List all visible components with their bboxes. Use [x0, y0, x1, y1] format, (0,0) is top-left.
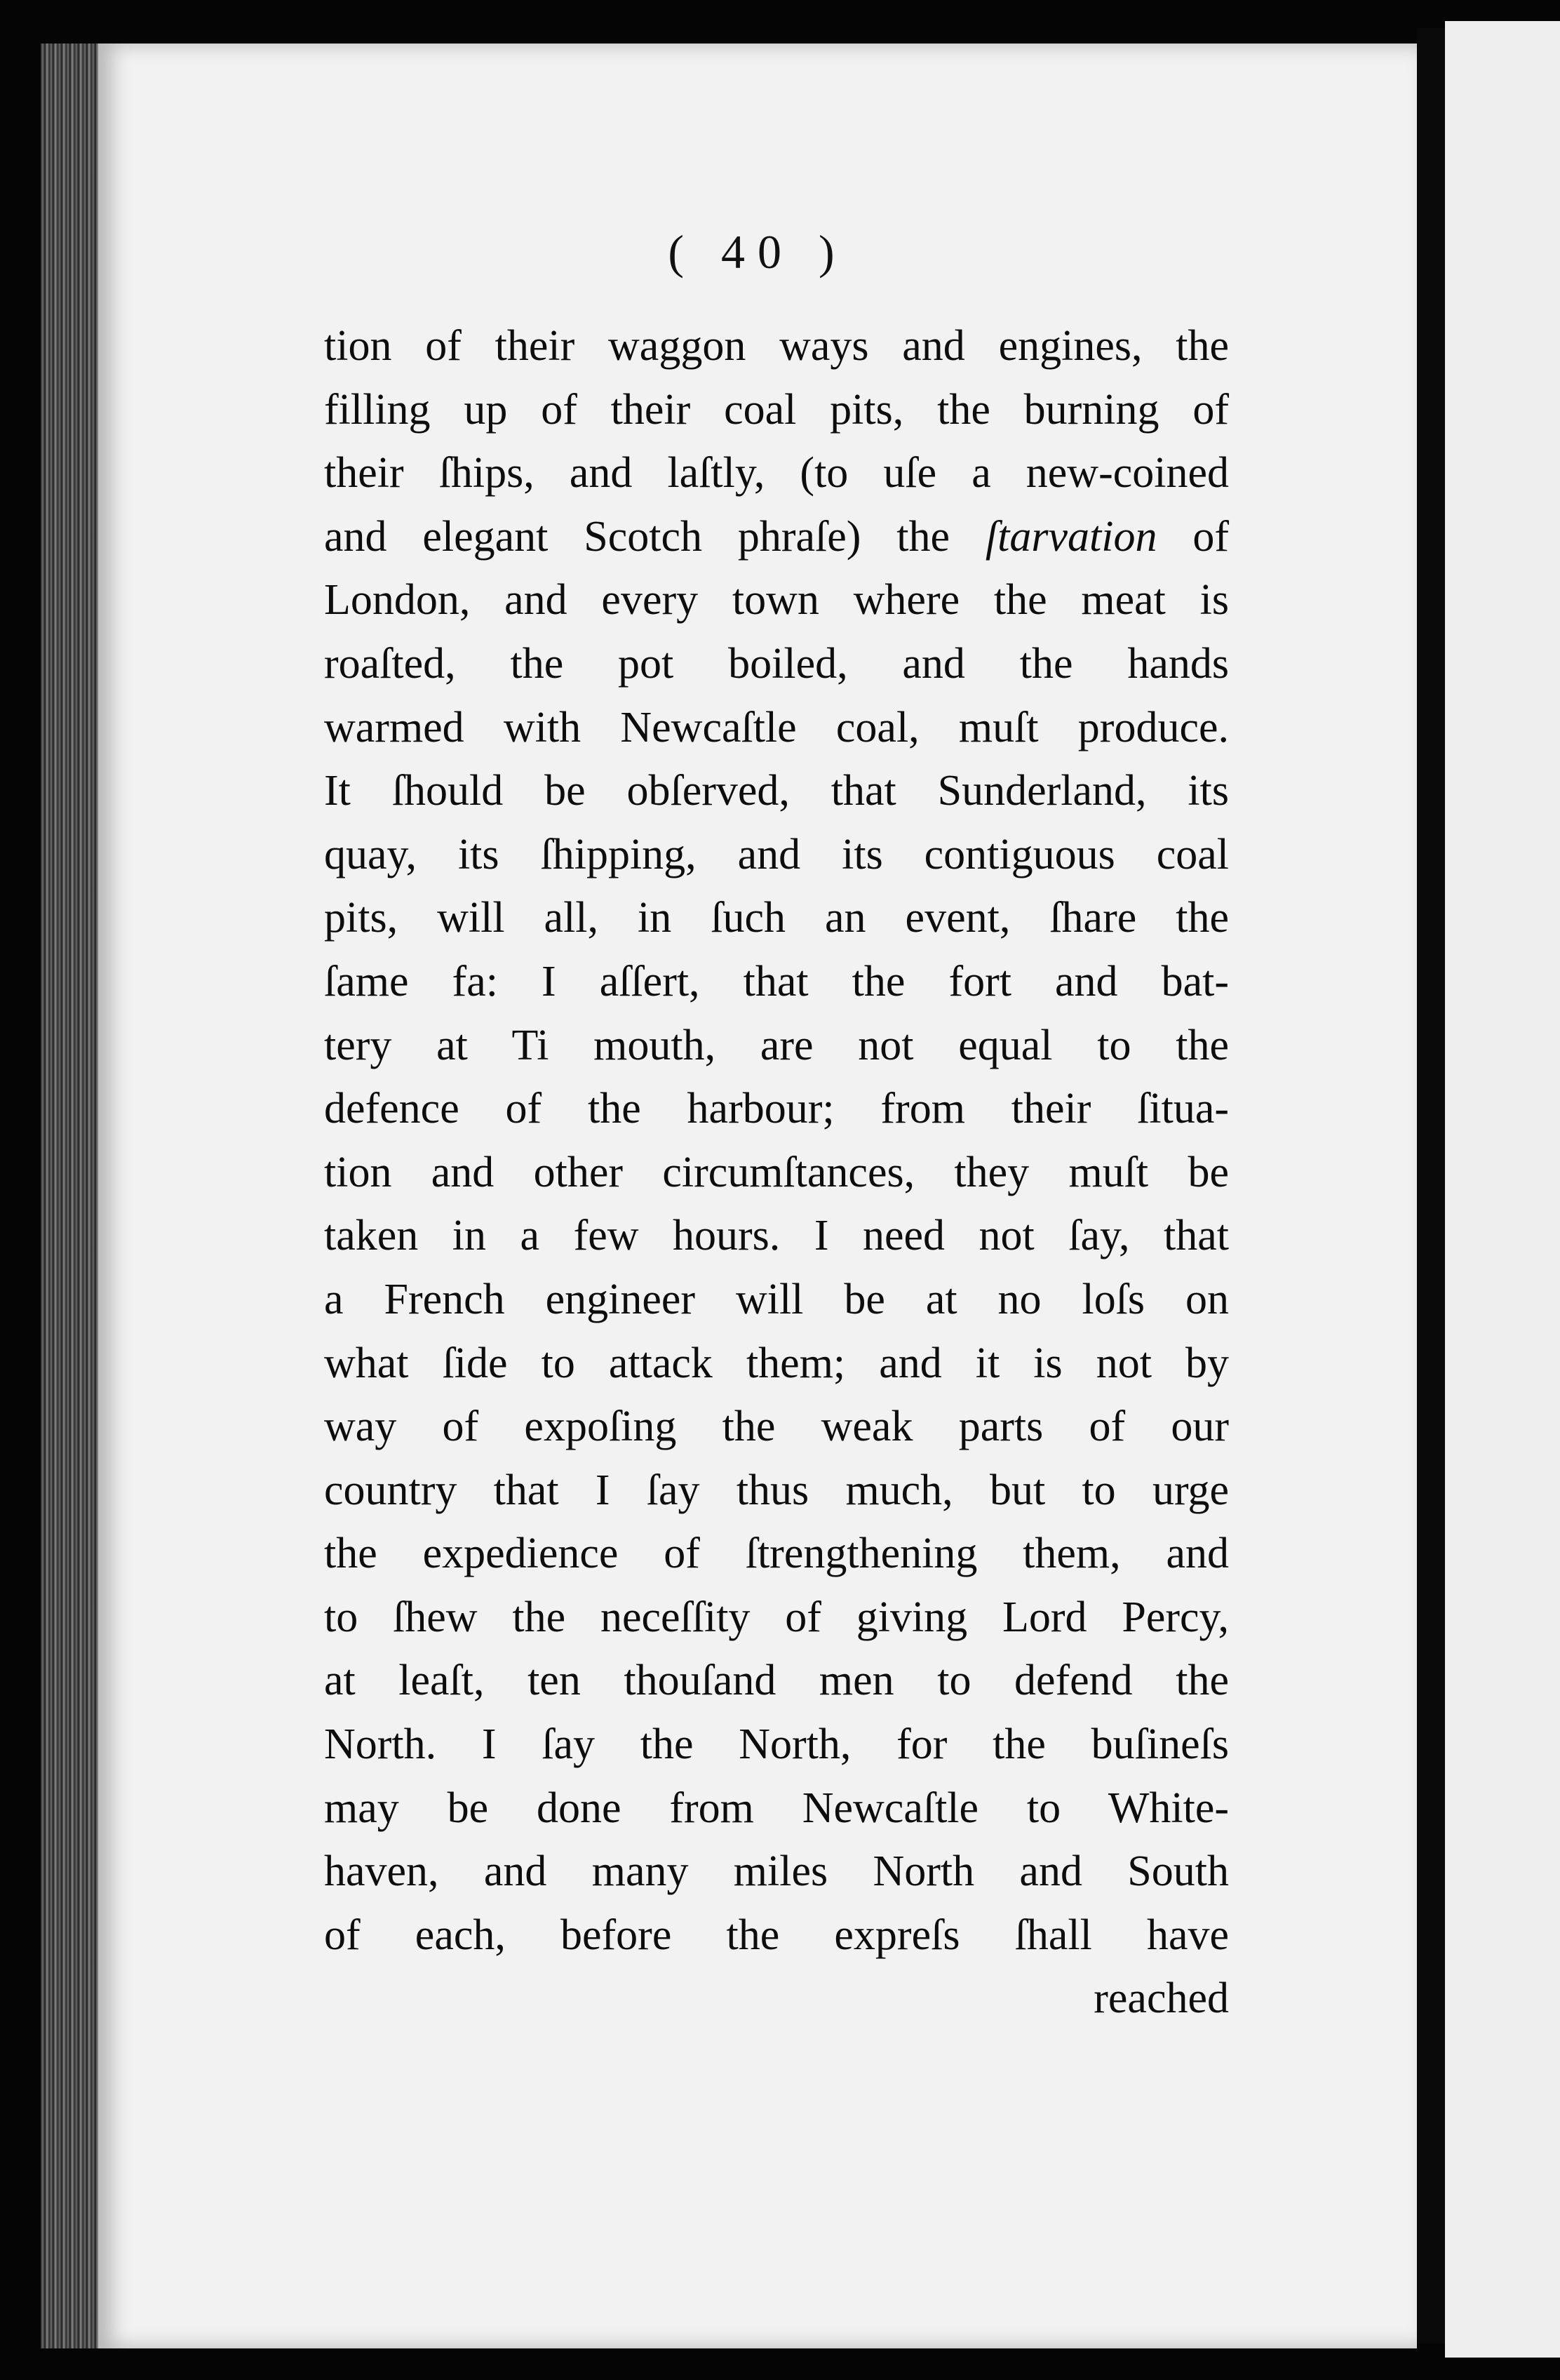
text-line: taken in a few hours. I need not ſay, that	[324, 1212, 1229, 1260]
text-line: their ſhips, and laſtly, (to uſe a new-coined	[324, 449, 1229, 497]
book-gutter	[1417, 28, 1445, 2344]
text-line: filling up of their coal pits, the burning of	[324, 385, 1229, 434]
text-line: at leaſt, ten thouſand men to defend the	[324, 1657, 1229, 1705]
text-line: haven, and many miles North and South	[324, 1847, 1229, 1896]
text-segment: and elegant Scotch phraſe) the	[324, 512, 986, 561]
text-line: way of expoſing the weak parts of our	[324, 1403, 1229, 1451]
text-line: defence of the harbour; from their ſitua-	[324, 1085, 1229, 1133]
text-line: country that I ſay thus much, but to urge	[324, 1466, 1229, 1514]
text-line: what ſide to attack them; and it is not by	[324, 1339, 1229, 1387]
text-line: tion and other circumſtances, they muſt be	[324, 1148, 1229, 1196]
text-line: may be done from Newcaſtle to White-	[324, 1784, 1229, 1832]
text-segment: of	[1157, 512, 1229, 561]
text-line: London, and every town where the meat is	[324, 576, 1229, 624]
text-line: a French engineer will be at no loſs on	[324, 1275, 1229, 1323]
catchword: reached	[1094, 1974, 1229, 2023]
facing-page	[1445, 21, 1560, 2358]
text-line: tery at Ti mouth, are not equal to the	[324, 1021, 1229, 1069]
text-line: roaſted, the pot boiled, and the hands	[324, 639, 1229, 688]
text-line: It ſhould be obſerved, that Sunderland, its	[324, 767, 1229, 815]
text-line: tion of their waggon ways and engines, the	[324, 322, 1229, 370]
text-line: pits, will all, in ſuch an event, ſhare the	[324, 894, 1229, 942]
text-line: ſame fa: I aſſert, that the fort and bat-	[324, 957, 1229, 1005]
text-line: North. I ſay the North, for the buſineſs	[324, 1720, 1229, 1769]
body-text	[324, 314, 1229, 2031]
text-line: of each, before the expreſs ſhall have	[324, 1911, 1229, 1959]
italic-word: ſtarvation	[985, 512, 1157, 561]
text-line: the expedience of ſtrengthening them, and	[324, 1530, 1229, 1578]
page-number: ( 40 )	[668, 225, 847, 279]
text-line: warmed with Newcaſtle coal, muſt produce.	[324, 703, 1229, 751]
text-line	[324, 505, 1229, 569]
text-line: quay, its ſhipping, and its contiguous coal	[324, 830, 1229, 878]
text-line: to ſhew the neceſſity of giving Lord Percy,	[324, 1593, 1229, 1641]
